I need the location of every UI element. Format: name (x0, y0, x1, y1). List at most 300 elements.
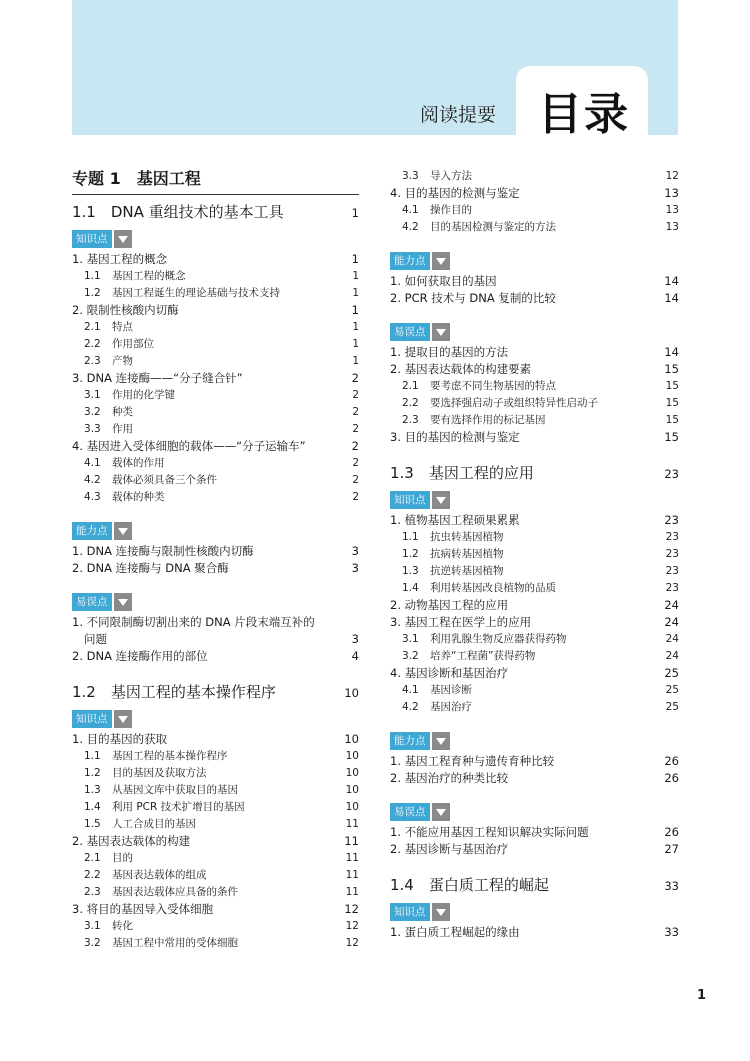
toc-entry-text: 目的基因的检测与鉴定 (404, 430, 520, 444)
toc-entry-page: 12 (345, 920, 359, 932)
toc-subentry[interactable] (72, 884, 359, 901)
toc-entry[interactable] (390, 273, 679, 290)
toc-entry-label (402, 219, 556, 236)
toc-entry-label (84, 748, 228, 765)
toc-entry[interactable] (72, 648, 359, 665)
triangle-down-icon (114, 522, 132, 540)
toc-entry-number: 3.1 (84, 389, 101, 401)
toc-list (72, 614, 359, 665)
badge-nld (390, 252, 679, 270)
toc-entry-text: 人工合成目的基因 (112, 818, 196, 830)
toc-entry-number: 1.4 (84, 801, 101, 813)
toc-entry-number: 1. (390, 513, 401, 527)
toc-entry-page: 23 (665, 565, 679, 577)
toc-entry-label (390, 429, 520, 446)
toc-subentry[interactable] (72, 472, 359, 489)
toc-subentry[interactable] (72, 489, 359, 506)
section-1-3-label: 1.3 基因工程的应用 (390, 464, 534, 482)
toc-subentry[interactable] (72, 765, 359, 782)
toc-entry-page: 11 (345, 852, 359, 864)
toc-entry-text: 利用乳腺生物反应器获得药物 (430, 633, 567, 645)
toc-entry-label (402, 202, 472, 219)
toc-subentry[interactable] (390, 563, 679, 580)
badge-zsd (390, 903, 679, 921)
toc-list (390, 168, 679, 236)
toc-entry-page: 10 (345, 784, 359, 796)
toc-list (390, 512, 679, 716)
toc-list (72, 251, 359, 506)
toc-entry-number: 4.1 (84, 457, 101, 469)
toc-entry-number: 2.3 (84, 886, 101, 898)
toc-entry[interactable] (72, 438, 359, 455)
toc-entry-number: 2. (390, 291, 401, 305)
toc-entry[interactable] (72, 302, 359, 319)
toc-entry-page: 11 (344, 834, 359, 848)
toc-subentry[interactable] (72, 748, 359, 765)
toc-entry-number: 1. (72, 544, 83, 558)
toc-subentry[interactable] (390, 682, 679, 699)
toc-entry[interactable] (390, 429, 679, 446)
toc-entry-label (72, 731, 167, 748)
toc-entry-number: 2.2 (402, 397, 419, 409)
badge-label: 易误点 (390, 323, 430, 341)
toc-entry-number: 2.3 (402, 414, 419, 426)
toc-entry-text: 抗病转基因植物 (430, 548, 504, 560)
toc-entry-text: 作用的化学键 (112, 389, 175, 401)
toc-entry-label (84, 455, 165, 472)
toc-entry-page: 2 (351, 371, 359, 385)
toc-entry-label (84, 782, 238, 799)
toc-subentry[interactable] (390, 219, 679, 236)
section-1-2-label: 1.2 基因工程的基本操作程序 (72, 683, 276, 701)
toc-entry-number: 2. (72, 303, 83, 317)
toc-entry-number: 1. (390, 925, 401, 939)
toc-entry-number: 3.2 (84, 406, 101, 418)
toc-subentry[interactable] (390, 699, 679, 716)
toc-entry-label (84, 799, 245, 816)
badge-label: 能力点 (390, 252, 430, 270)
toc-entry-text: 不能应用基因工程知识解决实际问题 (404, 825, 589, 839)
toc-entry-label (72, 631, 107, 648)
toc-entry-label (72, 370, 243, 387)
toc-entry-number: 2. (72, 834, 83, 848)
toc-entry-label (402, 378, 556, 395)
toc-entry-number: 2.1 (402, 380, 419, 392)
toc-entry-text: 特点 (112, 321, 133, 333)
section-1-4-page: 33 (664, 879, 679, 893)
toc-entry-page: 2 (352, 491, 359, 503)
toc-entry[interactable] (390, 665, 679, 682)
toc-entry-label (402, 412, 546, 429)
toc-entry-label (84, 935, 238, 952)
toc-entry-page: 25 (664, 666, 679, 680)
toc-entry-label (84, 884, 238, 901)
toc-entry-label (84, 850, 133, 867)
toc-entry-number: 2. (72, 649, 83, 663)
toc-entry-text: 作用 (112, 423, 133, 435)
toc-entry-page: 23 (665, 531, 679, 543)
toc-entry[interactable] (390, 290, 679, 307)
section-1-1-label: 1.1 DNA 重组技术的基本工具 (72, 203, 284, 221)
toc-entry-label (390, 361, 531, 378)
toc-entry-text: 载体的作用 (112, 457, 165, 469)
toc-entry-text: 基因工程诞生的理论基础与技术支持 (112, 287, 280, 299)
toc-entry-label (72, 251, 167, 268)
toc-entry-label (390, 770, 508, 787)
toc-entry-page: 14 (664, 274, 679, 288)
toc-entry-number: 3.2 (84, 937, 101, 949)
topic-heading: 专题 1 基因工程 (72, 168, 359, 195)
triangle-down-icon (432, 491, 450, 509)
toc-entry-page: 1 (352, 338, 359, 350)
toc-entry-text: 不同限制酶切割出来的 DNA 片段末端互补的 (86, 615, 315, 629)
toc-entry-label (402, 648, 535, 665)
toc-entry-page: 26 (664, 771, 679, 785)
triangle-down-icon (432, 803, 450, 821)
toc-entry-text: 作用部位 (112, 338, 154, 350)
toc-entry-label (390, 824, 589, 841)
badge-label: 知识点 (72, 230, 112, 248)
toc-subentry[interactable] (72, 268, 359, 285)
toc-entry-page: 12 (665, 170, 679, 182)
toc-list (390, 344, 679, 446)
toc-subentry[interactable] (72, 918, 359, 935)
toc-entry-label (402, 699, 472, 716)
section-1-2[interactable] (72, 681, 359, 704)
toc-entry-label (84, 336, 154, 353)
toc-entry-number: 1. (72, 252, 83, 266)
toc-entry[interactable] (72, 251, 359, 268)
toc-entry-number: 3.3 (402, 170, 419, 182)
toc-entry-text: PCR 技术与 DNA 复制的比较 (404, 291, 556, 305)
toc-entry-text: DNA 连接酶与限制性核酸内切酶 (86, 544, 254, 558)
toc-entry[interactable] (72, 543, 359, 560)
toc-entry[interactable] (390, 924, 679, 941)
badge-label: 能力点 (72, 522, 112, 540)
toc-entry-number: 1.2 (402, 548, 419, 560)
toc-entry-text: 基因工程育种与遗传育种比较 (404, 754, 555, 768)
toc-entry-text: DNA 连接酶作用的部位 (86, 649, 208, 663)
toc-entry-text: 基因表达载体应具备的条件 (112, 886, 238, 898)
toc-entry-text: 利用转基因改良植物的品质 (430, 582, 556, 594)
toc-entry[interactable] (390, 824, 679, 841)
section-1-1[interactable] (72, 201, 359, 224)
toc-entry-text: 载体的种类 (112, 491, 165, 503)
toc-entry-label (72, 543, 254, 560)
toc-entry-label (84, 285, 280, 302)
toc-entry-text: DNA 连接酶——“分子缝合针” (86, 371, 243, 385)
toc-entry-page: 1 (352, 355, 359, 367)
toc-entry-label (84, 353, 133, 370)
toc-entry-text: 基因表达载体的构建要素 (404, 362, 532, 376)
toc-entry-number: 3.2 (402, 650, 419, 662)
toc-entry-number: 1.1 (84, 270, 101, 282)
toc-entry-label (390, 924, 520, 941)
toc-entry-label (402, 168, 472, 185)
badge-ywd (390, 803, 679, 821)
toc-entry-number: 1.3 (402, 565, 419, 577)
toc-entry-page: 13 (664, 186, 679, 200)
toc-entry-page: 13 (665, 204, 679, 216)
toc-entry-page: 1 (352, 287, 359, 299)
toc-entry-label (402, 631, 567, 648)
toc-entry-page: 25 (665, 701, 679, 713)
toc-subentry[interactable] (72, 421, 359, 438)
toc-entry-text: 目的基因检测与鉴定的方法 (430, 221, 556, 233)
toc-subentry[interactable] (72, 404, 359, 421)
toc-entry-text: 基因治疗的种类比较 (404, 771, 509, 785)
toc-subentry[interactable] (72, 867, 359, 884)
toc-subentry[interactable] (390, 202, 679, 219)
badge-label: 知识点 (390, 491, 430, 509)
toc-entry-label (84, 319, 133, 336)
toc-entry-page: 3 (351, 544, 359, 558)
toc-entry-label (84, 918, 133, 935)
toc-entry-page: 23 (664, 513, 679, 527)
badge-ywd (72, 593, 359, 611)
toc-entry-number: 4.3 (84, 491, 101, 503)
toc-entry[interactable] (390, 841, 679, 858)
toc-entry-number: 4.1 (402, 204, 419, 216)
page-number: 1 (697, 988, 707, 1003)
toc-entry-label (390, 344, 508, 361)
toc-entry-text: 基因诊断和基因治疗 (404, 666, 509, 680)
toc-entry-number: 3.1 (84, 920, 101, 932)
toc-entry[interactable] (390, 512, 679, 529)
toc-list (390, 924, 679, 941)
toc-entry[interactable] (390, 753, 679, 770)
triangle-down-icon (114, 230, 132, 248)
toc-entry-label (84, 816, 196, 833)
toc-entry-page: 24 (665, 633, 679, 645)
toc-entry-page: 10 (344, 732, 359, 746)
toc-entry[interactable] (390, 344, 679, 361)
toc-subentry[interactable] (72, 799, 359, 816)
toc-entry[interactable] (72, 560, 359, 577)
toc-entry-page: 15 (665, 414, 679, 426)
toc-entry-page: 11 (345, 886, 359, 898)
toc-subentry[interactable] (390, 648, 679, 665)
toc-entry-number: 2.1 (84, 852, 101, 864)
toc-entry-text: 要选择强启动子或组织特异性启动子 (430, 397, 598, 409)
toc-entry-page: 15 (664, 430, 679, 444)
toc-subentry[interactable] (390, 395, 679, 412)
triangle-down-icon (432, 252, 450, 270)
toc-entry-number: 4.2 (84, 474, 101, 486)
toc-entry-label (390, 597, 508, 614)
toc-entry-page: 10 (345, 801, 359, 813)
toc-subentry[interactable] (72, 285, 359, 302)
toc-entry-label (84, 867, 207, 884)
toc-entry[interactable] (72, 631, 359, 648)
section-1-3-page: 23 (664, 467, 679, 481)
toc-entry-number: 4. (72, 439, 83, 453)
toc-entry[interactable] (72, 901, 359, 918)
toc-entry[interactable] (390, 185, 679, 202)
section-1-2-page: 10 (344, 686, 359, 700)
toc-entry-page: 2 (352, 474, 359, 486)
toc-subentry[interactable] (72, 455, 359, 472)
toc-entry-text: 基因工程的概念 (112, 270, 186, 282)
toc-entry-label (84, 404, 133, 421)
toc-entry[interactable] (72, 370, 359, 387)
toc-subentry[interactable] (390, 168, 679, 185)
toc-entry-page: 3 (351, 561, 359, 575)
toc-entry-number: 3. (72, 371, 83, 385)
toc-entry-page: 1 (352, 270, 359, 282)
toc-entry-page: 27 (664, 842, 679, 856)
toc-list (72, 543, 359, 577)
toc-subentry[interactable] (72, 353, 359, 370)
toc-entry-text: 基因治疗 (430, 701, 472, 713)
toc-entry-text: 基因工程的概念 (86, 252, 168, 266)
toc-entry-text: 基因进入受体细胞的载体——“分子运输车” (86, 439, 306, 453)
toc-entry[interactable] (390, 361, 679, 378)
badge-nld (72, 522, 359, 540)
toc-entry-label (390, 185, 520, 202)
triangle-down-icon (432, 903, 450, 921)
toc-list (390, 824, 679, 858)
toc-entry-label (72, 438, 306, 455)
toc-entry-page: 3 (351, 632, 359, 646)
badge-zsd (72, 230, 359, 248)
toc-entry-label (390, 290, 556, 307)
badge-label: 知识点 (72, 710, 112, 728)
toc-entry-label (72, 648, 208, 665)
toc-entry-page: 1 (351, 252, 359, 266)
toc-entry-text: 种类 (112, 406, 133, 418)
section-1-3[interactable] (390, 462, 679, 485)
toc-entry-page: 24 (664, 598, 679, 612)
toc-entry-number: 3. (390, 430, 401, 444)
toc-entry-number: 4.1 (402, 684, 419, 696)
toc-entry-text: 转化 (112, 920, 133, 932)
toc-entry-page: 2 (351, 439, 359, 453)
toc-entry-number: 1.1 (84, 750, 101, 762)
toc-entry-number: 1. (72, 732, 83, 746)
toc-entry-label (390, 665, 508, 682)
toc-subentry[interactable] (390, 631, 679, 648)
toc-entry-text: 将目的基因导入受体细胞 (86, 902, 214, 916)
toc-entry-label (402, 395, 598, 412)
toc-subentry[interactable] (390, 529, 679, 546)
toc-entry-number: 1.5 (84, 818, 101, 830)
toc-entry-number: 1.2 (84, 767, 101, 779)
toc-left-column (72, 168, 359, 952)
toc-entry-text: 目的基因的获取 (86, 732, 168, 746)
toc-subentry[interactable] (72, 782, 359, 799)
toc-entry-number: 1.4 (402, 582, 419, 594)
toc-entry-page: 15 (665, 397, 679, 409)
toc-entry-text: 基因表达载体的组成 (112, 869, 207, 881)
toc-entry-text: 植物基因工程硕果累累 (404, 513, 520, 527)
toc-entry-page: 26 (664, 754, 679, 768)
toc-entry-text: 提取目的基因的方法 (404, 345, 509, 359)
toc-entry-number: 3.1 (402, 633, 419, 645)
toc-subentry[interactable] (390, 378, 679, 395)
toc-entry-label (84, 387, 175, 404)
toc-entry-page: 2 (352, 423, 359, 435)
toc-entry-number: 4.2 (402, 701, 419, 713)
toc-entry-label (390, 614, 531, 631)
toc-subentry[interactable] (390, 580, 679, 597)
toc-subentry[interactable] (390, 412, 679, 429)
toc-entry-label (402, 682, 472, 699)
toc-entry-label (390, 841, 508, 858)
toc-entry-page: 11 (345, 869, 359, 881)
toc-entry-text: 要有选择作用的标记基因 (430, 414, 546, 426)
toc-entry-text: 基因诊断 (430, 684, 472, 696)
section-1-4[interactable] (390, 874, 679, 897)
toc-entry-number: 2. (390, 842, 401, 856)
badge-ywd (390, 323, 679, 341)
toc-entry-number: 3. (72, 902, 83, 916)
toc-entry-page: 1 (351, 303, 359, 317)
toc-entry-number: 4. (390, 666, 401, 680)
toc-entry-number: 2. (72, 561, 83, 575)
toc-entry-label (84, 489, 165, 506)
toc-entry[interactable] (390, 597, 679, 614)
toc-entry[interactable] (390, 770, 679, 787)
toc-entry-text: 目的基因及获取方法 (112, 767, 207, 779)
toc-subentry[interactable] (72, 850, 359, 867)
toc-entry[interactable] (390, 614, 679, 631)
section-1-4-label: 1.4 蛋白质工程的崛起 (390, 876, 549, 894)
toc-entry-text: 基因表达载体的构建 (86, 834, 191, 848)
toc-entry-page: 2 (352, 406, 359, 418)
toc-entry-number: 1.3 (84, 784, 101, 796)
toc-entry[interactable] (72, 833, 359, 850)
toc-entry-page: 33 (664, 925, 679, 939)
toc-entry-text: 产物 (112, 355, 133, 367)
toc-entry-number: 1. (390, 825, 401, 839)
toc-entry-text: 基因工程中常用的受体细胞 (112, 937, 238, 949)
toc-entry-text: 抗逆转基因植物 (430, 565, 504, 577)
triangle-down-icon (432, 732, 450, 750)
toc-subentry[interactable] (390, 546, 679, 563)
section-1-1-page: 1 (351, 206, 359, 220)
toc-entry-number: 3. (390, 615, 401, 629)
toc-entry-number: 2.2 (84, 338, 101, 350)
toc-list (72, 731, 359, 952)
badge-nld (390, 732, 679, 750)
badge-label: 易误点 (72, 593, 112, 611)
toc-entry[interactable] (72, 614, 359, 631)
toc-right-column (390, 168, 679, 941)
toc-subentry[interactable] (72, 319, 359, 336)
header-subtitle: 阅读提要 (420, 104, 497, 126)
toc-entry-number: 2. (390, 771, 401, 785)
toc-entry-label (72, 302, 179, 319)
toc-entry-text: 蛋白质工程崛起的缘由 (404, 925, 520, 939)
toc-subentry[interactable] (72, 387, 359, 404)
toc-entry-number: 1. (390, 274, 401, 288)
toc-entry-label (72, 901, 213, 918)
badge-label: 知识点 (390, 903, 430, 921)
toc-entry-page: 14 (664, 291, 679, 305)
toc-subentry[interactable] (72, 336, 359, 353)
toc-subentry[interactable] (72, 816, 359, 833)
toc-entry-text: 动物基因工程的应用 (404, 598, 509, 612)
badge-zsd (390, 491, 679, 509)
toc-entry-number: 4.2 (402, 221, 419, 233)
toc-entry-text: 导入方法 (430, 170, 472, 182)
badge-label: 易误点 (390, 803, 430, 821)
toc-entry-page: 10 (345, 767, 359, 779)
toc-entry-number: 1. (72, 615, 83, 629)
toc-entry[interactable] (72, 731, 359, 748)
toc-subentry[interactable] (72, 935, 359, 952)
